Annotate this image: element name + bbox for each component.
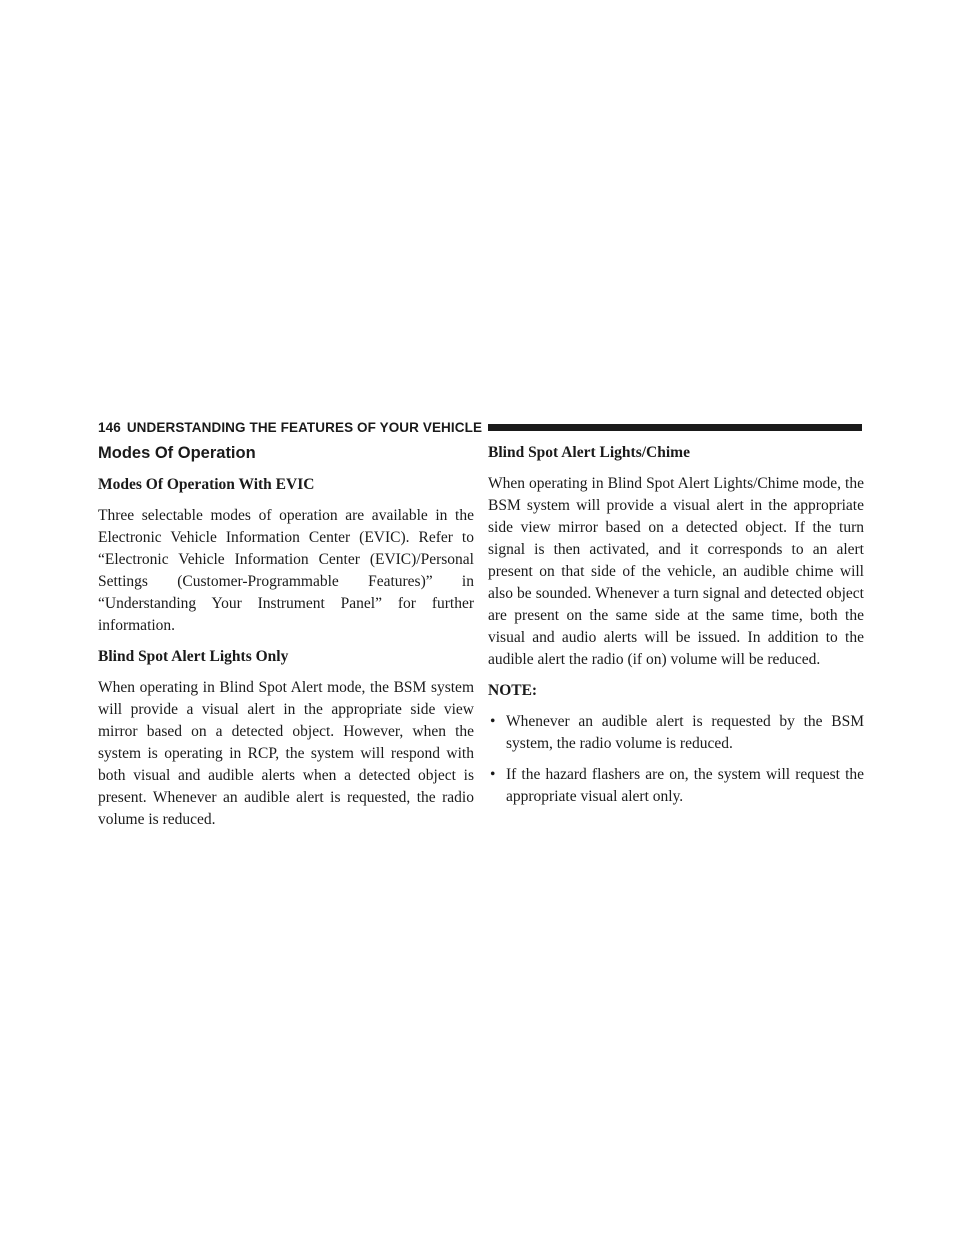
chapter-title: UNDERSTANDING THE FEATURES OF YOUR VEHICLE [126, 419, 483, 435]
subhead-modes-evic: Modes Of Operation With EVIC [98, 476, 315, 493]
note-bullet-list [488, 711, 864, 808]
list-item [488, 711, 864, 755]
bullet-text: If the hazard flashers are on, the system will request the appropriate visual alert only. [506, 766, 864, 805]
subhead-lights-chime: Blind Spot Alert Lights/Chime [488, 444, 690, 461]
left-column [98, 440, 474, 840]
header-rule [488, 424, 862, 431]
bullet-icon: • [490, 713, 496, 730]
paragraph-lights-only: When operating in Blind Spot Alert mode, the BSM system will provide a visual alert in the appropriate side view mirror based on a detected object. However, when the system is operating in RCP, the system will respond with both visual and audible alerts when a detected object is present. Whenever an audible alert is requested, the radio volume is reduced. [98, 679, 474, 828]
page-header [98, 416, 862, 438]
running-header [98, 420, 482, 435]
bullet-text: Whenever an audible alert is requested by the BSM system, the radio volume is reduced. [506, 713, 864, 752]
paragraph-lights-chime: When operating in Blind Spot Alert Lights/Chime mode, the BSM system will provide a visual alert in the appropriate side view mirror based on a detected object. If the turn signal is then activated, and it corresponds to an alert present on that side of the vehicle, an audible chime will also be sounded. Whenever a turn signal and detected object are present on the same side at the same time, both the visual and audio alerts will be issued. In addition to the audible alert the radio (if on) volume will be reduced. [488, 475, 864, 668]
subhead-lights-only: Blind Spot Alert Lights Only [98, 648, 289, 665]
page-number: 146 [98, 419, 121, 435]
list-item [488, 764, 864, 808]
note-label: NOTE: [488, 682, 538, 699]
right-column [488, 440, 864, 817]
paragraph-evic: Three selectable modes of operation are available in the Electronic Vehicle Information Center (EVIC). Refer to “Electronic Vehicle Information Center (EVIC)/Personal Settings (Customer-Programmable Features)” in “Understanding Your Instrument Panel” for further information. [98, 507, 474, 634]
section-title: Modes Of Operation [98, 444, 256, 462]
bullet-icon: • [490, 766, 496, 783]
